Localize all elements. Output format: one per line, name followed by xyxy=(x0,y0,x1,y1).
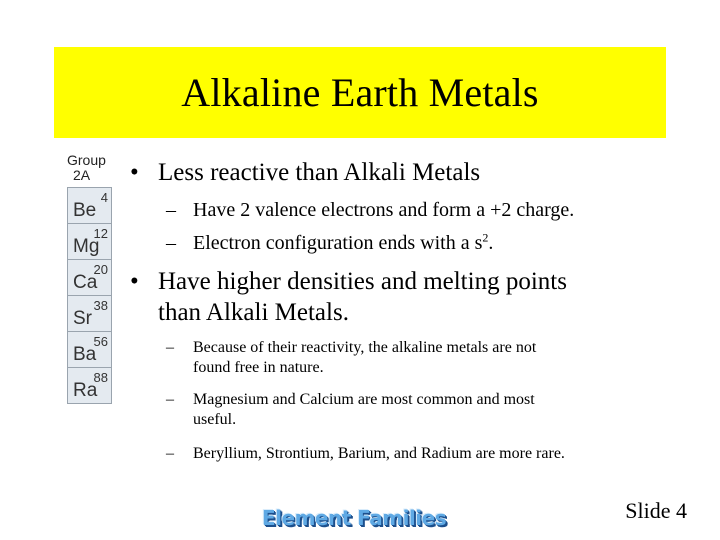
element-cell-ba xyxy=(68,332,111,368)
sub-bullet xyxy=(166,390,535,430)
bullet-symbol: • xyxy=(130,159,139,186)
element-symbol: Sr xyxy=(73,308,92,329)
bullet-text-line1: Have higher densities and melting points xyxy=(158,268,567,295)
element-cell-ca xyxy=(68,260,111,296)
element-cell-sr xyxy=(68,296,111,332)
bullet-text-line2: than Alkali Metals. xyxy=(158,299,349,326)
atomic-number: 88 xyxy=(93,370,108,385)
sub-bullet xyxy=(166,444,565,464)
slide-title: Alkaline Earth Metals xyxy=(181,70,539,115)
bullet-text: Less reactive than Alkali Metals xyxy=(158,159,481,186)
atomic-number: 12 xyxy=(93,226,108,241)
sub-bullet-text: Electron configuration ends with a s xyxy=(193,232,483,254)
group-number-label: 2A xyxy=(73,167,91,183)
element-cell-mg xyxy=(68,224,111,260)
sub-bullet xyxy=(166,338,536,378)
group-header xyxy=(67,153,111,183)
slide-number: Slide 4 xyxy=(625,498,687,523)
bullet-symbol: • xyxy=(130,268,139,295)
dash-symbol: – xyxy=(166,199,176,221)
atomic-number: 56 xyxy=(93,334,108,349)
atomic-number: 38 xyxy=(93,298,108,313)
element-symbol: Ba xyxy=(73,344,97,365)
sub-bullet xyxy=(166,198,574,222)
sub-bullet-period: . xyxy=(488,232,494,254)
element-cell-be xyxy=(68,188,111,224)
sub-bullet-text: Beryllium, Strontium, Barium, and Radium are more rare. xyxy=(193,445,565,462)
element-symbol: Ca xyxy=(73,272,98,293)
dash-symbol: – xyxy=(166,232,176,254)
atomic-number: 4 xyxy=(100,190,108,205)
superscript: 2 xyxy=(482,230,489,245)
element-symbol: Be xyxy=(73,200,97,221)
element-cell-ra xyxy=(68,368,111,403)
sub-bullet-text-line1: Magnesium and Calcium are most common and most xyxy=(193,391,535,408)
sub-bullet-text: Have 2 valence electrons and form a +2 charge. xyxy=(193,199,575,221)
title-band xyxy=(54,47,666,138)
element-symbol: Mg xyxy=(73,236,100,257)
element-cells xyxy=(67,187,112,404)
group-label: Group xyxy=(67,152,106,168)
group-2a-column xyxy=(67,153,111,404)
element-symbol: Ra xyxy=(73,380,98,401)
element-families-logo: Element Families xyxy=(262,506,447,530)
bullet-item xyxy=(130,157,480,188)
dash-symbol: – xyxy=(166,391,174,408)
dash-symbol: – xyxy=(166,445,174,462)
sub-bullet-text-line2: useful. xyxy=(193,411,237,428)
sub-bullet xyxy=(166,231,493,255)
atomic-number: 20 xyxy=(93,262,108,277)
sub-bullet-text-line1: Because of their reactivity, the alkaline metals are not xyxy=(193,339,537,356)
bullet-item xyxy=(130,266,567,328)
sub-bullet-text-line2: found free in nature. xyxy=(193,359,324,376)
dash-symbol: – xyxy=(166,339,174,356)
